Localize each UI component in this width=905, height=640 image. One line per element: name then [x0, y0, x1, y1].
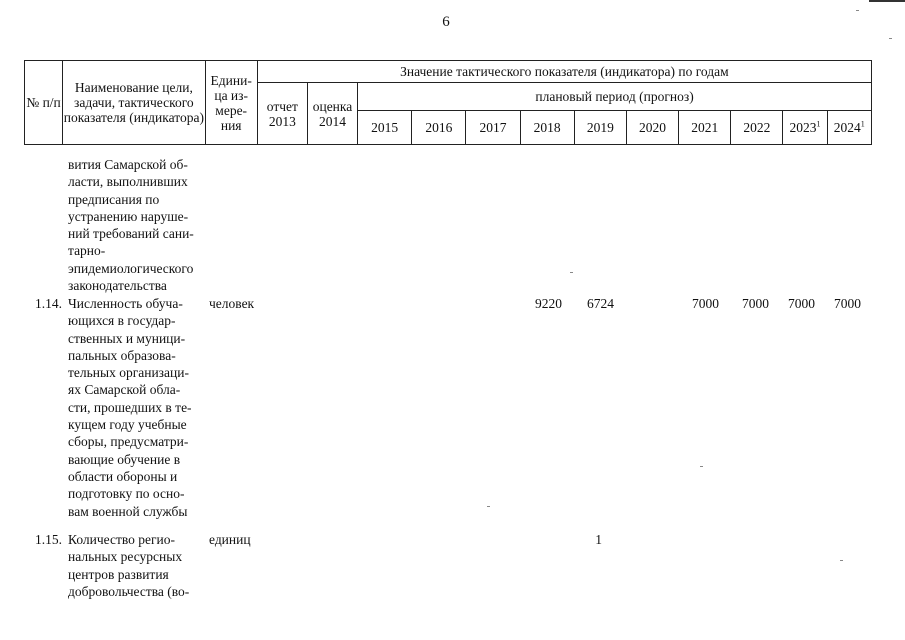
header-num: № п/п: [25, 61, 63, 145]
header-report: отчет 2013: [257, 83, 307, 145]
scan-speck: [570, 272, 573, 273]
page-number: 6: [442, 14, 450, 30]
value-2019: 1: [595, 532, 602, 547]
header-year: 2018: [520, 111, 574, 145]
value-2023: 7000: [788, 296, 815, 311]
header-unit: Едини-ца из-мере-ния: [205, 61, 257, 145]
row-name: Количество регио- нальных ресурсных центров развития добровольчества (во-: [68, 532, 190, 599]
year-label: 2023: [789, 120, 817, 135]
table-row: [0, 531, 905, 611]
header-year: 2019: [574, 111, 626, 145]
row-number: 1.15.: [35, 532, 62, 547]
value-2019: 6724: [587, 296, 614, 311]
header-plan-period: плановый период (прогноз): [358, 83, 872, 111]
header-name: Наименование цели, задачи, тактического показателя (индикатора): [63, 61, 205, 145]
year-label: 2024: [833, 120, 861, 135]
header-year: 2020: [626, 111, 678, 145]
scan-speck: [700, 466, 703, 467]
header-estimate: оценка 2014: [307, 83, 357, 145]
value-2024: 7000: [834, 296, 861, 311]
row-number: 1.14.: [35, 296, 62, 311]
row-unit: единиц: [209, 532, 251, 547]
table-row: [0, 156, 905, 295]
value-2022: 7000: [742, 296, 769, 311]
row-name: Численность обуча- ющихся в государ- ственных и муници- пальных образова- тельных организаци- ях Самарской обла- сти, прошедших в те- кущем году учебные сборы, предусматри- вающие обучение в области обороны и подготовку по осно- вам военной службы: [68, 296, 192, 519]
table-body: [0, 156, 905, 611]
header-year: 2021: [679, 111, 731, 145]
row-name: вития Самарской об- ласти, выполнивших предписания по устранению наруше- ний требований сани- тарно- эпидемиологического законодательства: [68, 157, 194, 294]
value-2018: 9220: [535, 296, 562, 311]
header-year: 2015: [358, 111, 412, 145]
page-edge-rule: [869, 0, 905, 2]
footnote-mark: 1: [816, 119, 821, 129]
value-2021: 7000: [692, 296, 719, 311]
scan-speck: [487, 506, 490, 507]
header-value-group: Значение тактического показателя (индикатора) по годам: [257, 61, 871, 83]
scan-speck: [856, 10, 859, 11]
scan-speck: [889, 38, 892, 39]
header-year: 2022: [731, 111, 783, 145]
scan-speck: [840, 560, 843, 561]
header-year: 2016: [412, 111, 466, 145]
row-unit: человек: [209, 296, 255, 311]
header-year-footnoted: [783, 111, 827, 145]
table-row: [0, 295, 905, 531]
header-year: 2017: [466, 111, 520, 145]
header-year-footnoted: [827, 111, 871, 145]
indicator-table-header: [24, 60, 872, 145]
footnote-mark: 1: [860, 119, 865, 129]
